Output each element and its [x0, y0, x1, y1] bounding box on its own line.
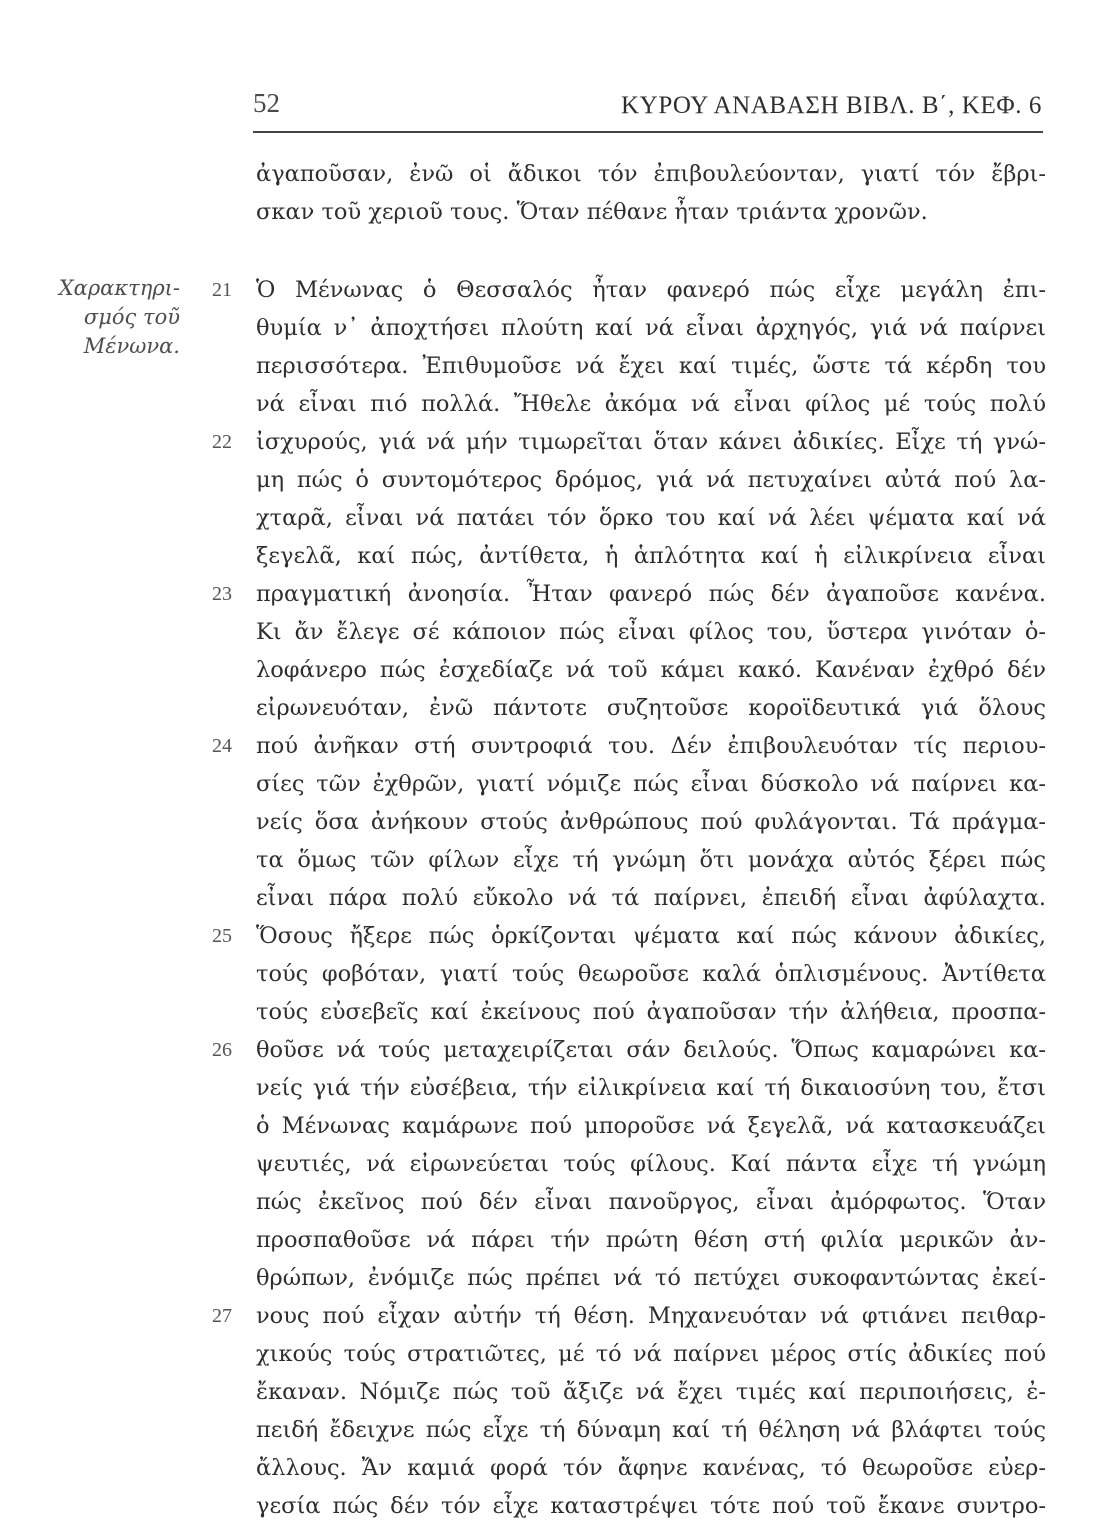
text-line-content: γεσία πώς δέν τόν εἶχε καταστρέψει τότε πού τοῦ ἔκανε συντρο- [256, 1493, 1046, 1519]
text-line-content: εἶναι πάρα πολύ εὔκολο νά τά παίρνει, ἐπειδή εἶναι ἀφύλαχτα. [256, 885, 1046, 911]
text-line [256, 1183, 1046, 1221]
text-line-content: θοῦσε νά τούς μεταχειρίζεται σάν δειλούς. Ὅπως καμαρώνει κα- [256, 1037, 1046, 1063]
text-line [256, 155, 1046, 193]
text-line-content: μη πώς ὁ συντομότερος δρόμος, γιά νά πετυχαίνει αὐτά πού λα- [256, 467, 1046, 493]
text-line-content: ἀγαποῦσαν, ἐνῶ οἱ ἄδικοι τόν ἐπιβουλεύονταν, γιατί τόν ἔβρι- [256, 161, 1046, 187]
text-line-content: ἰσχυρούς, γιά νά μήν τιμωρεῖται ὅταν κάνει ἀδικίες. Εἶχε τή γνώ- [256, 429, 1046, 455]
text-line [256, 499, 1046, 537]
section-number: 23 [212, 583, 232, 605]
text-line [256, 347, 1046, 385]
text-line-content: ψευτιές, νά εἰρωνεύεται τούς φίλους. Καί πάντα εἶχε τή γνώμη [256, 1151, 1046, 1177]
margin-note [20, 274, 180, 361]
text-line [256, 955, 1046, 993]
text-line [256, 537, 1046, 575]
text-line [256, 1449, 1046, 1487]
text-line [212, 575, 1046, 613]
section-number: 21 [212, 279, 232, 301]
text-line-content: πώς ἐκεῖνος πού δέν εἶναι πανοῦργος, εἶναι ἀμόρφωτος. Ὅταν [256, 1189, 1046, 1215]
text-line [212, 423, 1046, 461]
text-line [212, 1297, 1046, 1335]
body-text [212, 155, 1046, 1525]
text-line [256, 879, 1046, 917]
text-line [256, 1107, 1046, 1145]
section-number: 25 [212, 925, 232, 947]
text-line-content: νά εἶναι πιό πολλά. Ἤθελε ἀκόμα νά εἶναι φίλος μέ τούς πολύ [256, 391, 1046, 417]
margin-note-line: σμός τοῦ [83, 305, 180, 329]
text-line [212, 917, 1046, 955]
text-line [256, 1373, 1046, 1411]
text-line [256, 1487, 1046, 1525]
text-line-content: χικούς τούς στρατιῶτες, μέ τό νά παίρνει μέρος στίς ἀδικίες πού [256, 1341, 1046, 1367]
text-line-content: τούς φοβόταν, γιατί τούς θεωροῦσε καλά ὁπλισμένους. Ἀντίθετα [256, 961, 1046, 987]
text-line-content: νους πού εἶχαν αὐτήν τή θέση. Μηχανευόταν νά φτιάνει πειθαρ- [256, 1303, 1046, 1329]
text-line-content: λοφάνερο πώς ἐσχεδίαζε νά τοῦ κάμει κακό. Κανέναν ἐχθρό δέν [256, 657, 1046, 683]
text-line-content: πειδή ἔδειχνε πώς εἶχε τή δύναμη καί τή θέληση νά βλάφτει τούς [256, 1417, 1046, 1443]
page-number: 52 [253, 88, 280, 118]
text-line-content: σίες τῶν ἐχθρῶν, γιατί νόμιζε πώς εἶναι δύσκολο νά παίρνει κα- [256, 771, 1046, 797]
text-line [256, 1335, 1046, 1373]
text-line-content: ξεγελᾶ, καί πώς, ἀντίθετα, ἡ ἁπλότητα καί ἡ εἰλικρίνεια εἶναι [256, 543, 1046, 569]
text-line [256, 385, 1046, 423]
header-rule [253, 131, 1043, 133]
running-head: ΚΥΡΟΥ ΑΝΑΒΑΣΗ ΒΙΒΛ. Β΄, ΚΕΦ. 6 [621, 92, 1042, 119]
text-line [256, 461, 1046, 499]
text-line-content: Ὁ Μένωνας ὁ Θεσσαλός ἦταν φανερό πώς εἶχε μεγάλη ἐπι- [256, 277, 1046, 303]
text-line [212, 727, 1046, 765]
text-line [256, 613, 1046, 651]
text-line-content: ἔκαναν. Νόμιζε πώς τοῦ ἄξιζε νά ἔχει τιμές καί περιποιήσεις, ἐ- [256, 1379, 1046, 1405]
section-number: 24 [212, 735, 232, 757]
section-number: 22 [212, 431, 232, 453]
text-line-content: τα ὅμως τῶν φίλων εἶχε τή γνώμη ὅτι μονάχα αὐτός ξέρει πώς [256, 847, 1046, 873]
text-line [212, 271, 1046, 309]
text-line-content: περισσότερα. Ἐπιθυμοῦσε νά ἔχει καί τιμές, ὥστε τά κέρδη του [256, 353, 1046, 379]
text-line [256, 1411, 1046, 1449]
text-line [256, 651, 1046, 689]
text-line [256, 765, 1046, 803]
text-line-content: θρώπων, ἐνόμιζε πώς πρέπει νά τό πετύχει συκοφαντώντας ἐκεί- [256, 1265, 1046, 1291]
text-line [256, 1221, 1046, 1259]
section-number: 26 [212, 1039, 232, 1061]
section-number: 27 [212, 1305, 232, 1327]
text-line-content: νείς ὅσα ἀνήκουν στούς ἀνθρώπους πού φυλάγονται. Τά πράγμα- [256, 809, 1046, 835]
text-line-content: σκαν τοῦ χεριοῦ τους. Ὅταν πέθανε ἦταν τριάντα χρονῶν. [256, 199, 928, 225]
text-line-content: νείς γιά τήν εὐσέβεια, τήν εἰλικρίνεια καί τή δικαιοσύνη του, ἔτσι [256, 1075, 1046, 1101]
text-line-content: Ὅσους ἤξερε πώς ὁρκίζονται ψέματα καί πώς κάνουν ἀδικίες, [256, 923, 1046, 949]
text-line-content: τούς εὐσεβεῖς καί ἐκείνους πού ἀγαποῦσαν τήν ἀλήθεια, προσπα- [256, 999, 1046, 1025]
margin-note-line: Χαρακτηρι- [58, 276, 180, 300]
text-line-content: Κι ἄν ἔλεγε σέ κάποιον πώς εἶναι φίλος του, ὕστερα γινόταν ὁ- [256, 619, 1046, 645]
text-line-content: πού ἀνῆκαν στή συντροφιά του. Δέν ἐπιβουλευόταν τίς περιου- [256, 733, 1046, 759]
text-line [256, 803, 1046, 841]
text-line [256, 993, 1046, 1031]
text-line [212, 1031, 1046, 1069]
text-line-content: θυμία ν᾽ ἀποχτήσει πλούτη καί νά εἶναι ἀρχηγός, γιά νά παίρνει [256, 315, 1046, 341]
text-line-content: ἄλλους. Ἄν καμιά φορά τόν ἄφηνε κανένας, τό θεωροῦσε εὐερ- [256, 1455, 1046, 1481]
text-line [256, 193, 1046, 231]
text-line [256, 689, 1046, 727]
text-line [256, 1069, 1046, 1107]
text-line [256, 1259, 1046, 1297]
text-line-content: πραγματική ἀνοησία. Ἦταν φανερό πώς δέν ἀγαποῦσε κανένα. [256, 581, 1046, 607]
text-line [256, 1145, 1046, 1183]
text-line-content: εἰρωνευόταν, ἐνῶ πάντοτε συζητοῦσε κοροϊδευτικά γιά ὅλους [256, 695, 1046, 721]
margin-note-line: Μένωνα. [83, 334, 180, 358]
text-line [256, 841, 1046, 879]
text-line-content: προσπαθοῦσε νά πάρει τήν πρώτη θέση στή φιλία μερικῶν ἀν- [256, 1227, 1046, 1253]
text-line [256, 309, 1046, 347]
text-line-content: χταρᾶ, εἶναι νά πατάει τόν ὅρκο του καί νά λέει ψέματα καί νά [256, 505, 1046, 531]
text-line-content: ὁ Μένωνας καμάρωνε πού μποροῦσε νά ξεγελᾶ, νά κατασκευάζει [256, 1113, 1046, 1139]
